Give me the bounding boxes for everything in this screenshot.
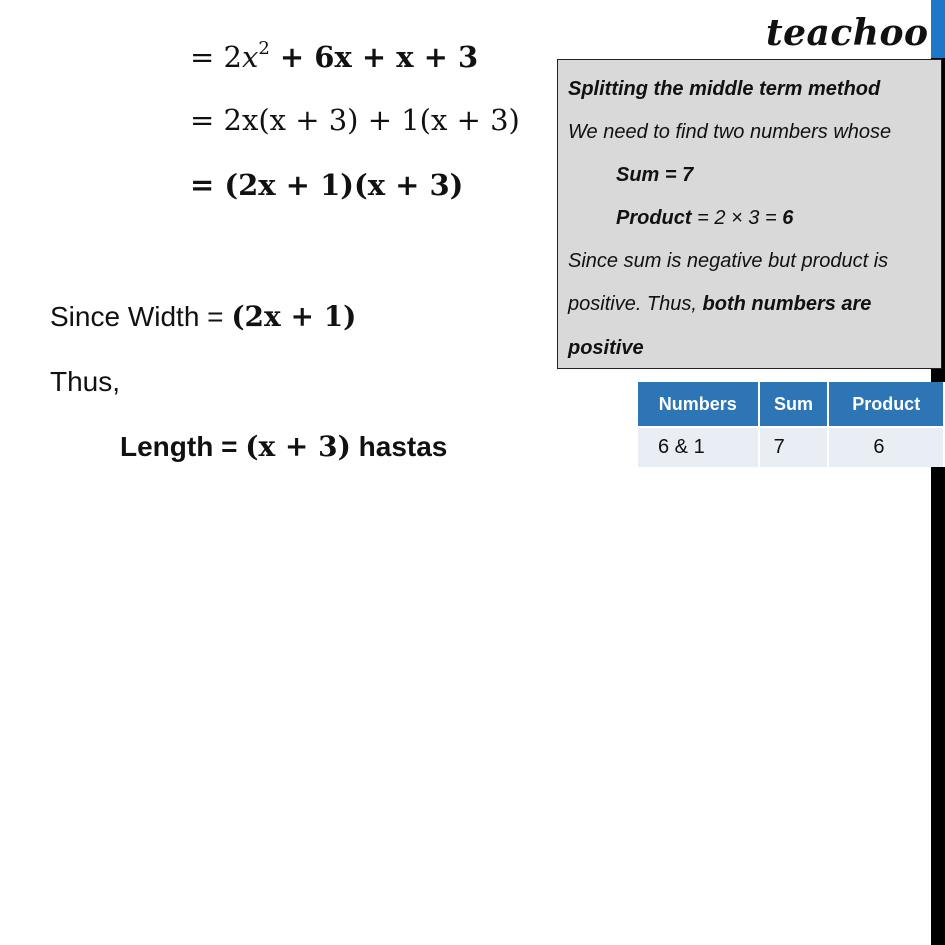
cell-sum: 7 [759,427,829,467]
note-positive [568,293,871,316]
length-line [120,430,447,463]
numbers-table [638,382,945,467]
note-since: Since sum is negative but product is [568,250,889,272]
note-positive-end: positive [568,337,644,359]
table-header-row [638,382,944,427]
note-sum: Sum = 7 [616,164,694,186]
note-product-value: 6 [782,207,794,229]
since-width-value: (2x + 1) [231,300,357,333]
note-product-expr: = 2 × 3 = [691,207,783,229]
since-width-label: Since Width = [50,301,232,332]
teachoo-logo: teachoo [766,12,929,54]
eq1-prefix: = 2 [190,40,242,74]
length-value: (x + 3) [245,430,351,463]
eq1-exponent: 2 [258,38,270,59]
note-positive-bold: both numbers are [702,293,872,315]
length-unit: hastas [350,431,448,462]
cell-numbers: 6 & 1 [638,427,759,467]
table-row [638,427,944,467]
header-sum: Sum [759,382,829,427]
note-intro: We need to find two numbers whose [568,121,892,143]
header-numbers: Numbers [638,382,759,427]
since-width-line [50,300,356,333]
equation-line-1 [190,38,478,74]
length-label: Length = [120,431,246,462]
note-product [616,207,793,230]
cell-product: 6 [828,427,944,467]
right-edge-accent [931,0,945,58]
eq1-var: x [241,40,259,74]
equation-line-2: = 2x(x + 3) + 1(x + 3) [190,103,520,137]
eq1-rest: + 6x + x + 3 [269,40,479,74]
header-product: Product [828,382,944,427]
note-positive-prefix: positive. Thus, [568,293,703,315]
note-title: Splitting the middle term method [568,78,881,100]
method-note-box [557,59,942,369]
note-product-label: Product [616,207,692,229]
equation-line-3: = (2x + 1)(x + 3) [190,168,464,202]
thus-line: Thus, [50,366,121,397]
